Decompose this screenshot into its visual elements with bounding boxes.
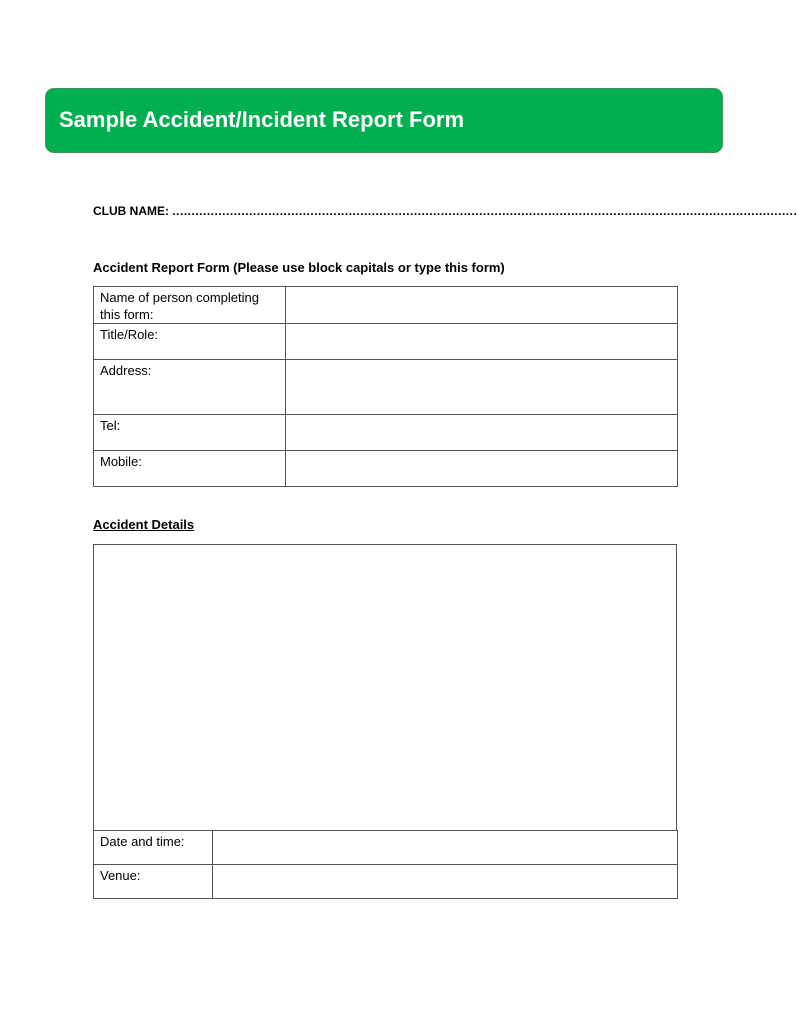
venue-label: Venue: (94, 865, 213, 899)
accident-details-heading: Accident Details (93, 517, 195, 532)
table-row (94, 415, 678, 451)
report-form-heading: Accident Report Form (Please use block capitals or type this form) (93, 260, 505, 275)
club-name-field[interactable]: ................................................................................................................................................................... (172, 204, 797, 218)
title-role-field[interactable] (286, 324, 678, 360)
name-label: Name of person completing this form: (94, 287, 286, 324)
date-venue-table (93, 830, 678, 899)
date-time-field[interactable] (213, 831, 678, 865)
tel-label: Tel: (94, 415, 286, 451)
address-label: Address: (94, 360, 286, 415)
table-row (94, 831, 678, 865)
address-field[interactable] (286, 360, 678, 415)
header-banner (45, 88, 723, 153)
tel-field[interactable] (286, 415, 678, 451)
table-row (94, 865, 678, 899)
table-row (94, 360, 678, 415)
table-row (94, 324, 678, 360)
page-title: Sample Accident/Incident Report Form (59, 107, 465, 132)
club-name-line (93, 204, 797, 218)
accident-details-field[interactable] (93, 544, 677, 831)
mobile-field[interactable] (286, 451, 678, 487)
table-row (94, 451, 678, 487)
table-row (94, 287, 678, 324)
venue-field[interactable] (213, 865, 678, 899)
name-field[interactable] (286, 287, 678, 324)
title-role-label: Title/Role: (94, 324, 286, 360)
mobile-label: Mobile: (94, 451, 286, 487)
club-name-label: CLUB NAME: (93, 204, 169, 218)
date-time-label: Date and time: (94, 831, 213, 865)
person-details-table (93, 286, 678, 487)
